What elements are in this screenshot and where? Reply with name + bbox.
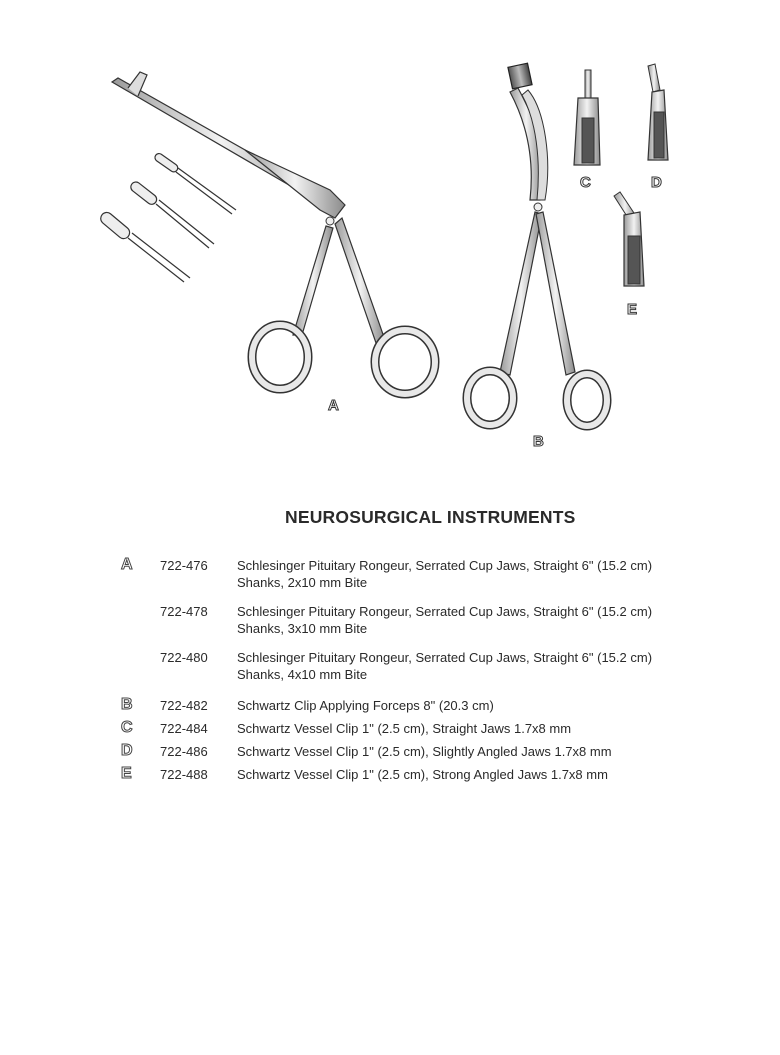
item-description-line2: Shanks, 4x10 mm Bite (237, 667, 368, 682)
clip-d-illustration (648, 64, 668, 191)
clip-e-illustration (614, 192, 644, 318)
item-description (237, 697, 677, 714)
item-letter: E (121, 765, 132, 782)
figure-letter-d: D (651, 174, 662, 191)
item-description-line1: Schwartz Vessel Clip 1" (2.5 cm), Straight Jaws 1.7x8 mm (237, 721, 572, 736)
item-code: 722-482 (160, 698, 208, 713)
figure-letter-e: E (627, 301, 638, 318)
instrument-illustrations (0, 0, 780, 470)
figure-letter-b: B (533, 433, 544, 450)
item-description-line2: Shanks, 3x10 mm Bite (237, 621, 368, 636)
item-description-line1: Schlesinger Pituitary Rongeur, Serrated Cup Jaws, Straight 6" (15.2 cm) (237, 558, 653, 573)
item-code: 722-486 (160, 744, 208, 759)
clip-c-illustration (574, 70, 600, 191)
item-description-line1: Schlesinger Pituitary Rongeur, Serrated Cup Jaws, Straight 6" (15.2 cm) (237, 650, 653, 665)
item-code: 722-484 (160, 721, 208, 736)
item-description (237, 557, 677, 591)
item-description (237, 743, 677, 760)
item-description (237, 720, 677, 737)
item-description (237, 649, 677, 683)
item-code: 722-480 (160, 650, 208, 665)
item-letter: A (121, 556, 133, 573)
catalog-heading: NEUROSURGICAL INSTRUMENTS (285, 507, 576, 527)
item-description-line1: Schwartz Vessel Clip 1" (2.5 cm), Strong Angled Jaws 1.7x8 mm (237, 767, 608, 782)
figure-letter-c: C (580, 174, 591, 191)
item-description (237, 766, 677, 783)
item-code: 722-488 (160, 767, 208, 782)
item-description-line1: Schwartz Clip Applying Forceps 8" (20.3 cm) (237, 698, 494, 713)
item-code: 722-476 (160, 558, 208, 573)
item-letter: D (121, 742, 133, 759)
rongeur-illustration (98, 72, 435, 414)
item-description (237, 603, 677, 637)
figure-letter-a: A (328, 397, 339, 414)
item-letter: C (121, 719, 133, 736)
item-description-line1: Schlesinger Pituitary Rongeur, Serrated Cup Jaws, Straight 6" (15.2 cm) (237, 604, 653, 619)
item-code: 722-478 (160, 604, 208, 619)
item-description-line2: Shanks, 2x10 mm Bite (237, 575, 368, 590)
item-description-line1: Schwartz Vessel Clip 1" (2.5 cm), Slightly Angled Jaws 1.7x8 mm (237, 744, 612, 759)
item-letter: B (121, 696, 133, 713)
rongeur-tip-details (98, 152, 236, 282)
